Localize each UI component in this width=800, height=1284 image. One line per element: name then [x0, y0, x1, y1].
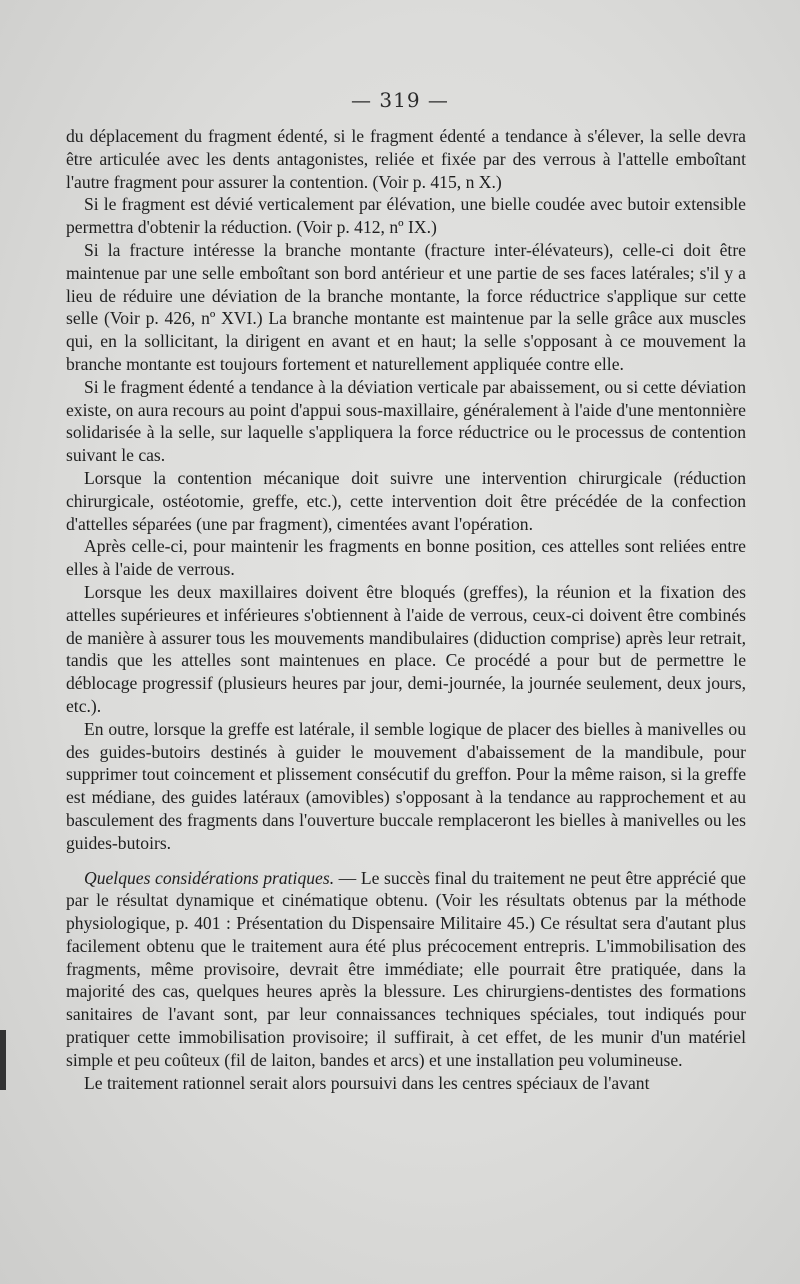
paragraph: Si la fracture intéresse la branche montante (fracture inter-élévateurs), celle-ci doit être maintenue par une selle emboîtant son bord antérieur et une partie de ses faces latérales; s'il y a lieu de réduire une déviation de la branche montante, la force réductrice s'applique sur cette selle (Voir p. 426, nº XVI.) La branche montante est maintenue par la selle grâce aux muscles qui, en la sollicitant, la dirigent en avant et en haut; la selle s'opposant à ce mouvement la branche montante est toujours fortement et naturellement appliquée contre elle. [66, 239, 746, 374]
paragraph: En outre, lorsque la greffe est latérale, il semble logique de placer des bielles à manivelles ou des guides-butoirs destinés à guider le mouvement d'abaissement de la mandibule, pour supprimer tout coincement et plissement consécutif du greffon. Pour la même raison, si la greffe est médiane, des guides latéraux (amovibles) s'opposant à la tendance au rapprochement et au basculement des fragments dans l'ouverture buccale remplaceront les bielles à manivelles ou les guides-butoirs. [66, 718, 746, 853]
paragraph: Si le fragment est dévié verticalement par élévation, une bielle coudée avec butoir extensible permettra d'obtenir la réduction. (Voir p. 412, nº IX.) [66, 194, 746, 238]
paragraph: Lorsque la contention mécanique doit suivre une intervention chirurgicale (réduction chirurgicale, ostéotomie, greffe, etc.), cette intervention doit être précédée de la confection d'attelles séparées (une par fragment), cimentées avant l'opération. [66, 467, 746, 534]
body-text [66, 125, 746, 1094]
page-number: — 319 — [351, 88, 449, 112]
paragraph: Si le fragment édenté a tendance à la déviation verticale par abaissement, ou si cette déviation existe, on aura recours au point d'appui sous-maxillaire, généralement à l'aide d'une mentonnière solidarisée à la selle, sur laquelle s'appliquera la force réductrice ou le processus de contention suivant le cas. [66, 376, 746, 466]
section-paragraph [66, 867, 746, 1072]
section-text: — Le succès final du traitement ne peut être apprécié que par le résultat dynamique et cinématique obtenu. (Voir les résultats obtenus par la méthode physiologique, p. 401 : Présentation du Dispensaire Militaire 45.) Ce résultat sera d'autant plus facilement obtenu que le traitement aura été plus précocement entrepris. L'immobilisation des fragments, même provisoire, devrait être immédiate; elle pourrait être pratiquée, dans la majorité des cas, quelques heures après la blessure. Les chirurgiens-dentistes des formations sanitaires de l'avant sont, par leur connaissances techniques spéciales, tout indiqués pour pratiquer cette immobilisation provisoire; il suffirait, à cet effet, de les munir d'un matériel simple et peu coûteux (fil de laiton, bandes et arcs) et une installation peu volumineuse. [66, 867, 746, 1070]
paragraph: Le traitement rationnel serait alors poursuivi dans les centres spéciaux de l'avant [84, 1072, 650, 1093]
paragraph: Après celle-ci, pour maintenir les fragments en bonne position, ces attelles sont reliées entre elles à l'aide de verrous. [66, 536, 746, 580]
paragraph: Lorsque les deux maxillaires doivent être bloqués (greffes), la réunion et la fixation des attelles supérieures et inférieures s'obtiennent à l'aide de verrous, ceux-ci doivent être combinés de manière à assurer tous les mouvements mandibulaires (diduction comprise) après leur retrait, tandis que les attelles sont maintenues en place. Ce procédé a pour but de permettre le déblocage progressif (plusieurs heures par jour, demi-journée, la journée seulement, deux jours, etc.). [66, 581, 746, 716]
section-heading: Quelques considérations pratiques. [84, 867, 335, 888]
binding-edge-mark [0, 1030, 6, 1090]
paragraph: du déplacement du fragment édenté, si le fragment édenté a tendance à s'élever, la selle devra être articulée avec les dents antagonistes, reliée et fixée par des verrous à l'attelle emboîtant l'autre fragment pour assurer la contention. (Voir p. 415, n X.) [66, 126, 746, 192]
